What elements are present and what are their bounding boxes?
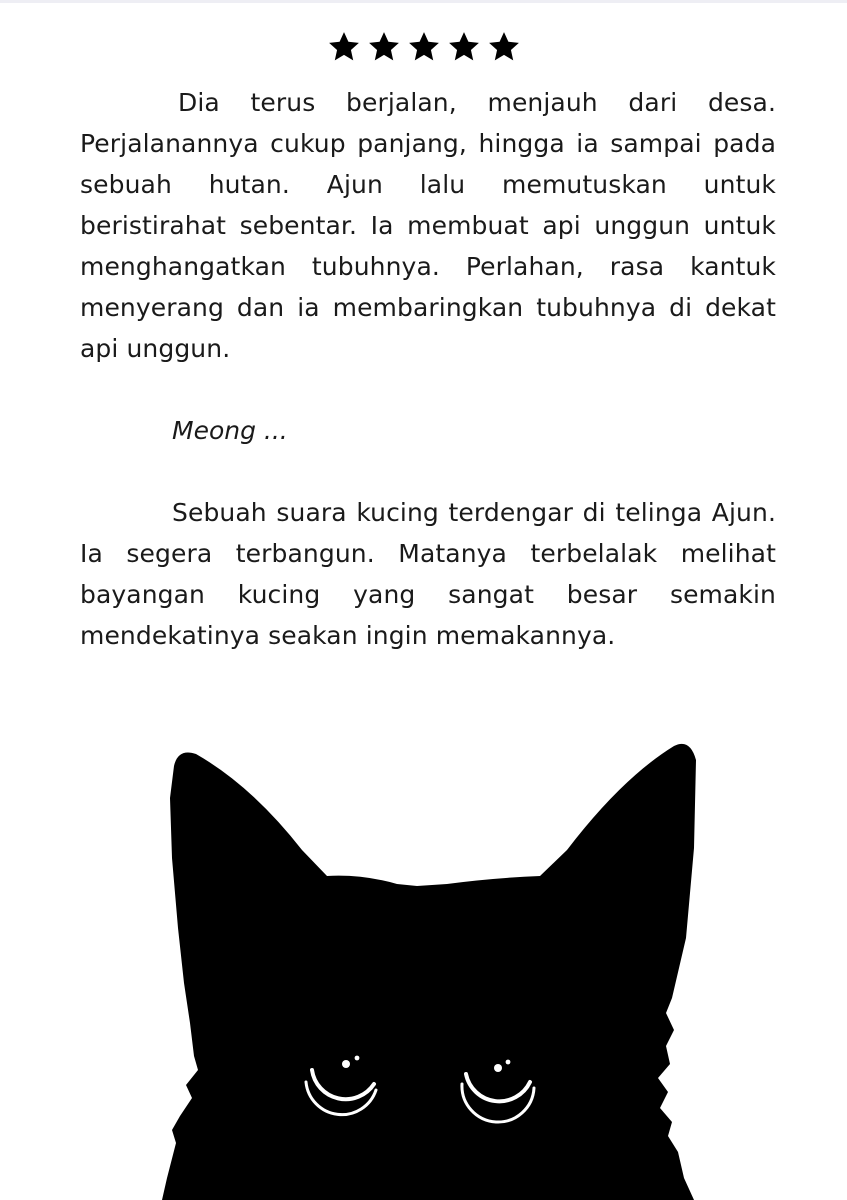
page-top-edge — [0, 0, 847, 3]
star-icon — [327, 30, 361, 64]
star-ornament — [0, 30, 847, 64]
star-icon — [407, 30, 441, 64]
story-paragraph: Sebuah suara kucing terdengar di telinga Ajun. Ia segera terbangun. Matanya terbelalak melihat bayangan kucing yang sangat besar semakin mendekatinya seakan ingin memakannya. — [80, 498, 776, 650]
black-cat-silhouette-icon — [162, 738, 702, 1200]
cat-sound-text: Meong ... — [172, 416, 288, 445]
story-paragraph: Dia terus berjalan, menjauh dari desa. Perjalanannya cukup panjang, hingga ia sampai pada sebuah hutan. Ajun lalu memutuskan untuk beristirahat sebentar. Ia membuat api unggun untuk menghangatkan tubuhnya. Perlahan, rasa kantuk menyerang dan ia membaringkan tubuhnya di dekat api unggun. — [80, 88, 776, 363]
story-text — [80, 82, 776, 656]
star-icon — [367, 30, 401, 64]
star-icon — [487, 30, 521, 64]
star-icon — [447, 30, 481, 64]
